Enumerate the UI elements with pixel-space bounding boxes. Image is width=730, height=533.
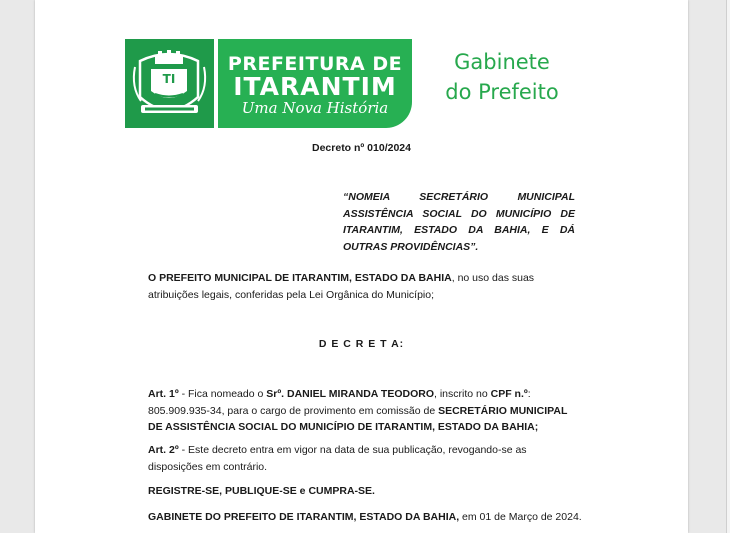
appointed-role: SECRETÁRIO MUNICIPAL DE ASSISTÊNCIA SOCIAL DO MUNICÍPIO DE ITARANTIM, ESTADO DA BAHIA; (148, 404, 568, 433)
banner-slogan: Uma Nova História (241, 99, 389, 117)
gabinete-line1: Gabinete (454, 50, 550, 74)
closing-line (148, 509, 598, 526)
article-1 (148, 386, 580, 436)
appointee-name: Srº. DANIEL MIRANDA TEODORO (266, 388, 434, 400)
coat-of-arms-icon (125, 39, 214, 128)
registre-line: REGISTRE-SE, PUBLIQUE-SE e CUMPRA-SE. (148, 485, 375, 497)
cpf-label: CPF n.º (490, 388, 528, 400)
banner-line1: PREFEITURA DE (227, 53, 403, 75)
viewer-scroll-edge[interactable] (726, 0, 730, 533)
preamble-text: , no uso das suas atribuições legais, conferidas pela Lei Orgânica do Município; (148, 272, 535, 301)
gabinete-line2: do Prefeito (445, 80, 559, 104)
article-1-text: : 805.909.935-34, para o cargo de provimento em comissão de (148, 388, 531, 417)
article-2 (148, 442, 580, 475)
decreta-heading: D E C R E T A: (318, 338, 405, 350)
article-2-text: - Este decreto entra em vigor na data de sua publicação, revogando-se as disposições em contrário. (148, 444, 527, 473)
article-1-text: , inscrito no (434, 388, 491, 400)
preamble (148, 270, 568, 303)
prefeitura-banner (218, 39, 412, 128)
closing-text: em 01 de Março de 2024. (459, 511, 582, 523)
decree-ementa: “NOMEIA SECRETÁRIO MUNICIPAL ASSISTÊNCIA SOCIAL DO MUNICÍPIO DE ITARANTIM, ESTADO DA BAHIA, E DÁ OUTRAS PROVIDÊNCIAS”. (343, 191, 575, 253)
document-page (35, 0, 688, 533)
article-2-label: Art. 2º (148, 444, 179, 456)
closing-bold: GABINETE DO PREFEITO DE ITARANTIM, ESTADO DA BAHIA, (148, 511, 460, 523)
banner-line2: ITARANTIM (233, 72, 397, 101)
gabinete-heading (427, 47, 577, 107)
municipal-coat-of-arms (125, 39, 214, 128)
article-1-text: - Fica nomeado o (178, 388, 267, 400)
preamble-bold: O PREFEITO MUNICIPAL DE ITARANTIM, ESTADO DA BAHIA (148, 272, 452, 284)
decree-number: Decreto nº 010/2024 (312, 142, 411, 154)
svg-text:TI: TI (162, 72, 176, 86)
article-1-label: Art. 1º (148, 388, 179, 400)
